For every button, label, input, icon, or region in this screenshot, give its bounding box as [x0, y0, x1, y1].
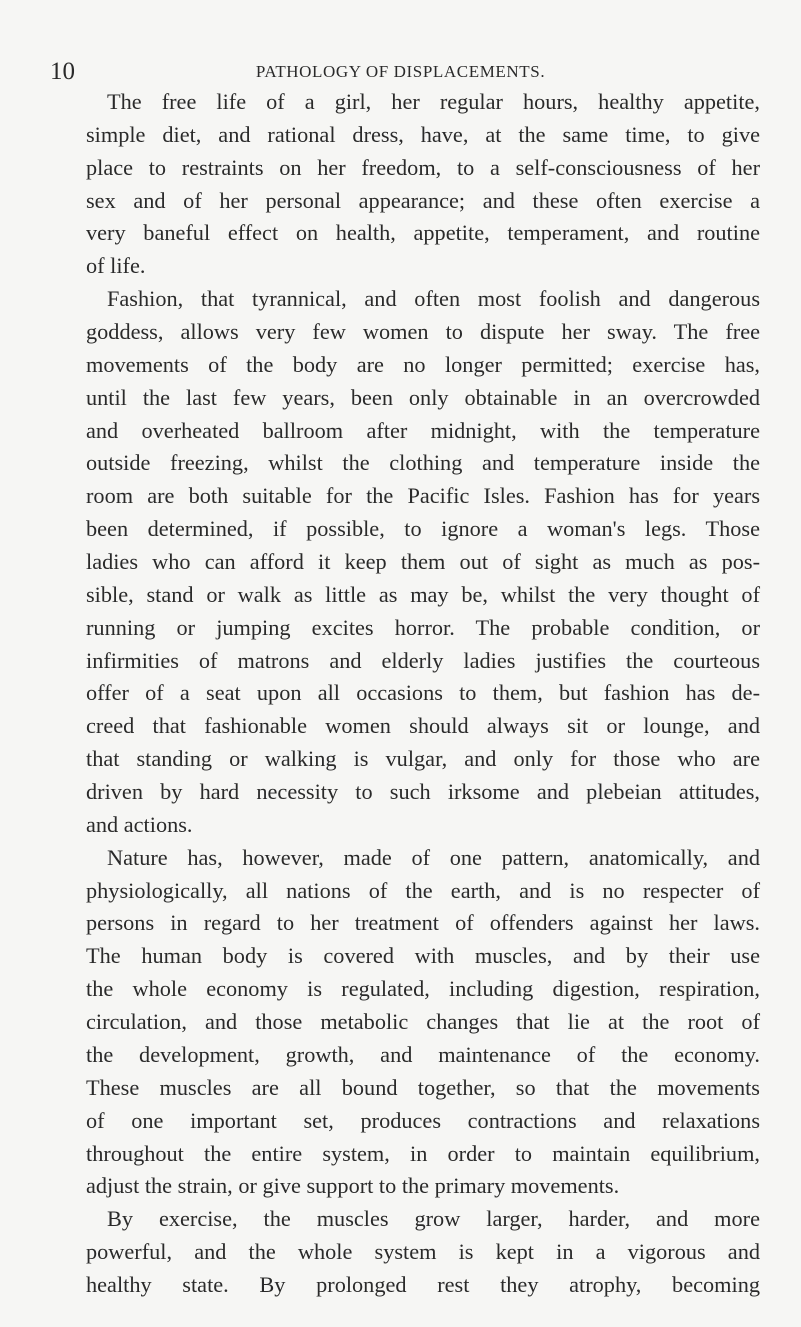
page-header	[0, 58, 801, 88]
running-title: PATHOLOGY OF DISPLACEMENTS.	[255, 62, 546, 81]
text-line: the development, growth, and maintenance of the economy.	[86, 1041, 760, 1067]
text-line: of one important set, produces contractions and relaxations	[86, 1107, 760, 1133]
text-line: creed that fashionable women should always sit or lounge, and	[86, 713, 760, 739]
text-line: infirmities of matrons and elderly ladies justifies the courteous	[86, 647, 760, 673]
text-line: Fashion, that tyrannical, and often most foolish and dangerous	[107, 286, 760, 312]
page-number: 10	[50, 58, 75, 85]
text-line: The free life of a girl, her regular hours, healthy appetite,	[107, 89, 760, 114]
text-line: and actions.	[86, 811, 193, 837]
text-line: persons in regard to her treatment of offenders against her laws.	[86, 910, 760, 936]
text-line: room are both suitable for the Pacific Isles. Fashion has for years	[86, 483, 760, 509]
text-line: throughout the entire system, in order to maintain equilibrium,	[86, 1140, 760, 1166]
text-line: that standing or walking is vulgar, and only for those who are	[86, 746, 760, 772]
text-line: goddess, allows very few women to dispute her sway. The free	[86, 319, 760, 345]
text-line: offer of a seat upon all occasions to them, but fashion has de-	[86, 680, 760, 706]
text-line: movements of the body are no longer permitted; exercise has,	[86, 351, 760, 377]
text-line: sex and of her personal appearance; and these often exercise a	[86, 187, 760, 213]
text-line: circulation, and those metabolic changes that lie at the root of	[86, 1009, 760, 1035]
paragraph	[86, 283, 760, 842]
text-line: running or jumping excites horror. The probable condition, or	[86, 614, 760, 640]
text-line: simple diet, and rational dress, have, at the same time, to give	[86, 121, 760, 147]
text-line: sible, stand or walk as little as may be, whilst the very thought of	[86, 581, 760, 607]
body-text	[86, 86, 760, 1302]
text-line: of life.	[86, 253, 146, 279]
text-line: the whole economy is regulated, including digestion, respiration,	[86, 976, 760, 1002]
text-line: driven by hard necessity to such irksome and plebeian attitudes,	[86, 779, 760, 805]
text-line: Nature has, however, made of one pattern, anatomically, and	[107, 844, 760, 870]
text-line: powerful, and the whole system is kept in a vigorous and	[86, 1239, 760, 1265]
text-line: ladies who can afford it keep them out of sight as much as pos-	[86, 549, 760, 575]
text-line: The human body is covered with muscles, and by their use	[86, 943, 760, 969]
text-line: adjust the strain, or give support to the primary movements.	[86, 1173, 620, 1199]
text-line: until the last few years, been only obtainable in an overcrowded	[86, 384, 760, 410]
paragraph	[86, 842, 760, 1203]
text-line: and overheated ballroom after midnight, with the temperature	[86, 417, 760, 443]
text-line: These muscles are all bound together, so that the movements	[86, 1074, 760, 1100]
paragraph	[86, 86, 760, 283]
text-line: place to restraints on her freedom, to a self-consciousness of her	[86, 154, 760, 180]
text-line: very baneful effect on health, appetite, temperament, and routine	[86, 220, 760, 246]
text-line: been determined, if possible, to ignore a woman's legs. Those	[86, 516, 760, 542]
text-line: physiologically, all nations of the earth, and is no respecter of	[86, 877, 760, 903]
paragraph	[86, 1203, 760, 1302]
text-line: outside freezing, whilst the clothing and temperature inside the	[86, 450, 760, 476]
text-line: healthy state. By prolonged rest they atrophy, becoming	[86, 1271, 760, 1297]
text-line: By exercise, the muscles grow larger, harder, and more	[107, 1206, 760, 1232]
